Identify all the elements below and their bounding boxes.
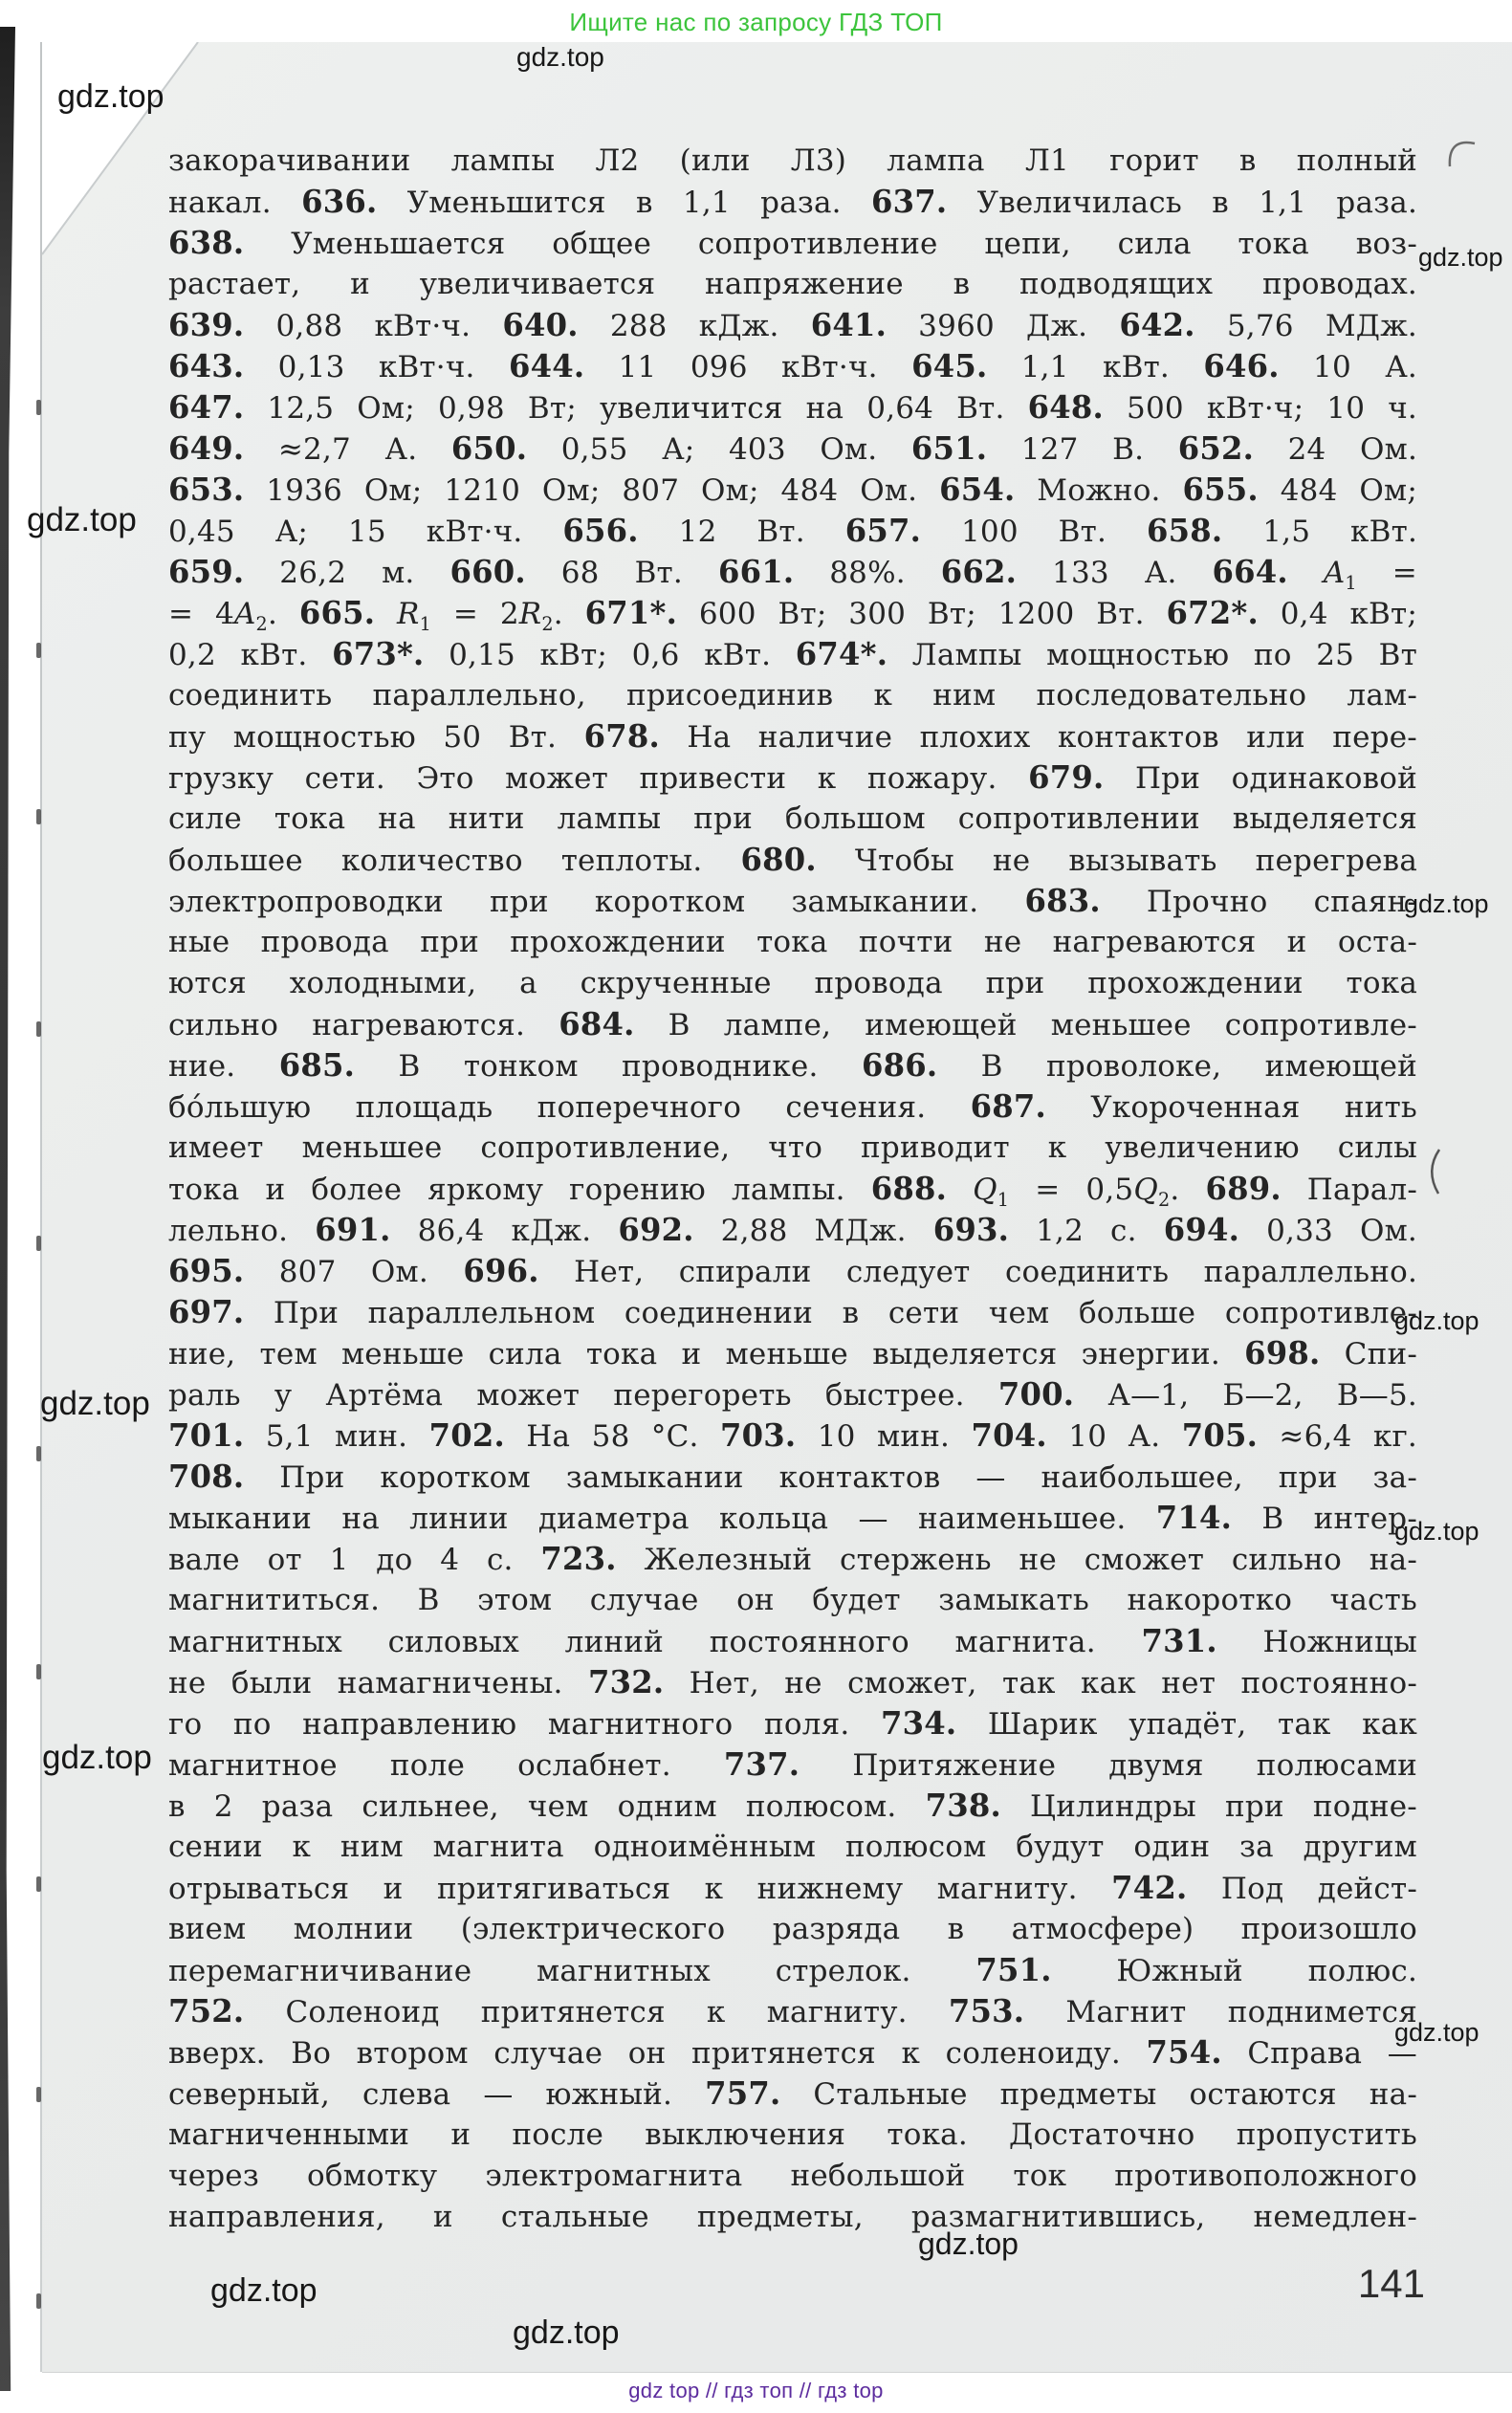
text-line: ются холодными, а скрученные провода при прохождении тока — [168, 966, 1417, 1000]
text-line: вверх. Во втором случае он притянется к соленоиду. 754. Справа — — [168, 2034, 1417, 2071]
text-line: растает, и увеличивается напряжение в подводящих проводах. — [168, 267, 1417, 301]
gdz-watermark: gdz.top — [516, 42, 604, 72]
text-line: 647. 12,5 Ом; 0,98 Вт; увеличится на 0,64 Вт. 648. 500 кВт·ч; 10 ч. — [168, 389, 1417, 426]
page-edge-mark — [36, 400, 41, 415]
text-line: соединить параллельно, присоединив к ним последовательно лам- — [168, 678, 1417, 713]
text-line: не были намагничены. 732. Нет, не сможет, так как нет постоянно- — [168, 1664, 1417, 1700]
text-line: сении к ним магнита одноимённым полюсом будут один за другим — [168, 1830, 1417, 1864]
text-line: ние. 685. В тонком проводнике. 686. В проволоке, имеющей — [168, 1047, 1417, 1084]
page-edge-mark — [36, 643, 41, 658]
text-line: электропроводки при коротком замыкании. 683. Прочно спаян- — [168, 883, 1417, 919]
text-line: 649. ≈2,7 А. 650. 0,55 А; 403 Ом. 651. 127 В. 652. 24 Ом. — [168, 430, 1417, 467]
answers-text — [168, 141, 1417, 2238]
text-line: 708. При коротком замыкании контактов — наибольшее, при за- — [168, 1459, 1417, 1495]
text-line: вале от 1 до 4 с. 723. Железный стержень не сможет сильно на- — [168, 1541, 1417, 1577]
text-line: направления, и стальные предметы, размагнитившись, немедлен- — [168, 2200, 1417, 2234]
text-line: 0,45 А; 15 кВт·ч. 656. 12 Вт. 657. 100 Вт. 658. 1,5 кВт. — [168, 513, 1417, 549]
text-line: 643. 0,13 кВт·ч. 644. 11 096 кВт·ч. 645. 1,1 кВт. 646. 10 А. — [168, 348, 1417, 384]
text-line: лельно. 691. 86,4 кДж. 692. 2,88 МДж. 693. 1,2 с. 694. 0,33 Ом. — [168, 1212, 1417, 1248]
text-line: раль у Артёма может перегореть быстрее. 700. А—1, Б—2, В—5. — [168, 1376, 1417, 1413]
scan-artifact-paren — [1423, 1148, 1444, 1196]
text-line: 752. Соленоид притянется к магниту. 753. Магнит поднимется — [168, 1993, 1417, 2029]
text-line: = $4A_2$. 665. $R_1 = 2R_2$. 671*. 600 Вт; 300 Вт; 1200 Вт. 672*. 0,4 кВт; — [168, 595, 1417, 634]
gdz-watermark: gdz.top — [40, 1385, 150, 1422]
gdz-watermark: gdz.top — [42, 1739, 152, 1776]
text-line: 695. 807 Ом. 696. Нет, спирали следует соединить параллельно. — [168, 1253, 1417, 1289]
page-edge-mark — [36, 809, 41, 824]
text-line: большее количество теплоты. 680. Чтобы не вызывать перегрева — [168, 842, 1417, 878]
text-line: накал. 636. Уменьшится в 1,1 раза. 637. Увеличилась в 1,1 раза. — [168, 184, 1417, 220]
text-line: го по направлению магнитного поля. 734. Шарик упадёт, так как — [168, 1705, 1417, 1742]
page-number: 141 — [1357, 2261, 1425, 2306]
text-line: пу мощностью 50 Вт. 678. На наличие плохих контактов или пере- — [168, 718, 1417, 755]
gdz-watermark: gdz.top — [1394, 1517, 1479, 1546]
text-line: силе тока на нити лампы при большом сопротивлении выделяется — [168, 801, 1417, 836]
text-line: 697. При параллельном соединении в сети чем больше сопротивле- — [168, 1294, 1417, 1330]
text-line: бо́льшую площадь поперечного сечения. 687. Укороченная нить — [168, 1088, 1417, 1125]
text-line: в 2 раза сильнее, чем одним полюсом. 738. Цилиндры при подне- — [168, 1788, 1417, 1824]
text-line: 701. 5,1 мин. 702. На 58 °С. 703. 10 мин. 704. 10 А. 705. ≈6,4 кг. — [168, 1417, 1417, 1454]
text-line: магниченными и после выключения тока. Достаточно пропустить — [168, 2117, 1417, 2152]
text-line: ние, тем меньше сила тока и меньше выделяется энергии. 698. Спи- — [168, 1335, 1417, 1371]
text-line: магнитных силовых линий постоянного магнита. 731. Ножницы — [168, 1623, 1417, 1659]
text-line: ные провода при прохождении тока почти не нагреваются и оста- — [168, 925, 1417, 959]
promo-banner: Ищите нас по запросу ГДЗ ТОП — [569, 8, 943, 36]
text-line: закорачивании лампы Л2 (или Л3) лампа Л1 горит в полный — [168, 143, 1417, 178]
text-line: магнитное поле ослабнет. 737. Притяжение двумя полюсами — [168, 1746, 1417, 1783]
gdz-watermark: gdz.top — [27, 501, 137, 538]
text-line: мыкании на линии диаметра кольца — наименьшее. 714. В интер- — [168, 1500, 1417, 1536]
page-edge-mark — [36, 2293, 41, 2309]
site-footer-links[interactable]: gdz top // гдз топ // гдз top — [628, 2379, 884, 2402]
text-line: магнититься. В этом случае он будет замыкать накоротко часть — [168, 1583, 1417, 1617]
text-line: имеет меньшее сопротивление, что приводит к увеличению силы — [168, 1130, 1417, 1165]
text-line: 653. 1936 Ом; 1210 Ом; 807 Ом; 484 Ом. 654. Можно. 655. 484 Ом; — [168, 472, 1417, 508]
gdz-watermark: gdz.top — [1394, 1306, 1479, 1335]
text-line: 659. 26,2 м. 660. 68 Вт. 661. 88%. 662. 133 А. 664. $A_1$ = — [168, 554, 1417, 593]
text-line: через обмотку электромагнита небольшой ток противоположного — [168, 2159, 1417, 2193]
text-line: грузку сети. Это может привести к пожару. 679. При одинаковой — [168, 759, 1417, 796]
gdz-watermark: gdz.top — [1404, 889, 1489, 918]
text-line: северный, слева — южный. 757. Стальные предметы остаются на- — [168, 2075, 1417, 2112]
text-line: вием молнии (электрического разряда в атмосфере) произошло — [168, 1912, 1417, 1946]
text-line: перемагничивание магнитных стрелок. 751. Южный полюс. — [168, 1952, 1417, 1988]
page-edge-mark — [36, 1664, 41, 1679]
text-line: 0,2 кВт. 673*. 0,15 кВт; 0,6 кВт. 674*. Лампы мощностью по 25 Вт — [168, 636, 1417, 672]
text-line: тока и более яркому горению лампы. 688. $Q_1 = 0,5Q_2$. 689. Парал- — [168, 1171, 1417, 1210]
gdz-watermark: gdz.top — [57, 78, 164, 115]
book-spine-shadow — [0, 27, 15, 2391]
gdz-watermark: gdz.top — [513, 2314, 620, 2351]
text-line: 639. 0,88 кВт·ч. 640. 288 кДж. 641. 3960 Дж. 642. 5,76 МДж. — [168, 307, 1417, 343]
page-edge-mark — [36, 1236, 41, 1251]
page-edge-line — [40, 42, 42, 2372]
page-edge-mark — [36, 1021, 41, 1037]
page-edge-mark — [36, 1446, 41, 1461]
scan-artifact-curl — [1446, 128, 1479, 170]
gdz-watermark: gdz.top — [918, 2227, 1019, 2261]
gdz-watermark: gdz.top — [1418, 243, 1503, 272]
text-line: 638. Уменьшается общее сопротивление цепи, сила тока воз- — [168, 225, 1417, 261]
text-line: отрываться и притягиваться к нижнему магниту. 742. Под дейст- — [168, 1870, 1417, 1906]
page-edge-mark — [36, 1876, 41, 1892]
text-line: сильно нагреваются. 684. В лампе, имеющей меньшее сопротивле- — [168, 1006, 1417, 1042]
page-edge-mark — [36, 2087, 41, 2102]
gdz-watermark: gdz.top — [210, 2272, 318, 2309]
gdz-watermark: gdz.top — [1394, 2018, 1479, 2047]
